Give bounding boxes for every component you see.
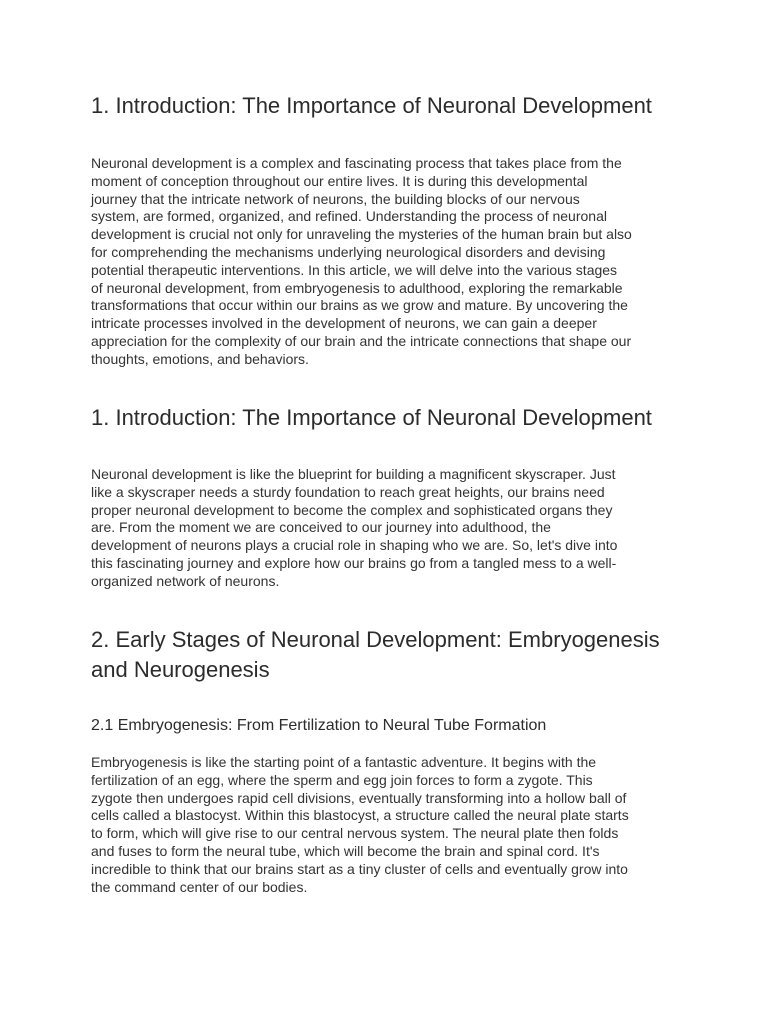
paragraph-line: potential therapeutic interventions. In this article, we will delve into the various stages: [91, 261, 618, 278]
paragraph-line: to form, which will give rise to our central nervous system. The neural plate then folds: [91, 825, 619, 842]
paragraph-line: journey that the intricate network of neurons, the building blocks of our nervous: [91, 190, 580, 207]
paragraph-introduction: [91, 155, 691, 369]
paragraph-line: the command center of our bodies.: [91, 878, 308, 895]
paragraph-line: Neuronal development is a complex and fascinating process that takes place from the: [91, 155, 622, 171]
paragraph-line: zygote then undergoes rapid cell divisions, eventually transforming into a hollow ball of: [91, 789, 627, 806]
paragraph-line: are. From the moment we are conceived to our journey into adulthood, the: [91, 519, 551, 536]
paragraph-line: and fuses to form the neural tube, which will become the brain and spinal cord. It's: [91, 842, 600, 859]
subheading-text: 2.1 Embryogenesis: From Fertilization to Neural Tube Formation: [91, 717, 547, 734]
heading-text: 1. Introduction: The Importance of Neuronal Development: [91, 405, 652, 430]
paragraph-line: for comprehending the mechanisms underlying neurological disorders and devising: [91, 243, 606, 260]
paragraph-line: like a skyscraper needs a sturdy foundation to reach great heights, our brains need: [91, 483, 605, 500]
section-heading-early-stages: [91, 625, 691, 685]
heading-text: and Neurogenesis: [91, 657, 270, 682]
subsection-heading-embryogenesis: [91, 715, 691, 737]
heading-text: 2. Early Stages of Neuronal Development: Embryogenesis: [91, 627, 660, 652]
section-heading-introduction: [91, 91, 691, 121]
paragraph-line: thoughts, emotions, and behaviors.: [91, 350, 309, 367]
paragraph-line: incredible to think that our brains start as a tiny cluster of cells and eventually grow into: [91, 860, 628, 877]
paragraph-line: moment of conception throughout our entire lives. It is during this developmental: [91, 172, 588, 189]
paragraph-embryogenesis: [91, 754, 691, 896]
paragraph-line: intricate processes involved in the development of neurons, we can gain a deeper: [91, 315, 597, 332]
paragraph-line: appreciation for the complexity of our brain and the intricate connections that shape our: [91, 332, 632, 349]
paragraph-line: organized network of neurons.: [91, 572, 280, 589]
section-heading-introduction-repeat: [91, 403, 691, 433]
paragraph-line: transformations that occur within our brains as we grow and mature. By uncovering the: [91, 297, 628, 314]
paragraph-line: this fascinating journey and explore how our brains go from a tangled mess to a well-: [91, 554, 617, 571]
paragraph-line: system, are formed, organized, and refined. Understanding the process of neuronal: [91, 208, 607, 225]
paragraph-line: proper neuronal development to become the complex and sophisticated organs they: [91, 501, 613, 518]
paragraph-line: Neuronal development is like the blueprint for building a magnificent skyscraper. Just: [91, 466, 616, 482]
paragraph-blueprint: [91, 466, 691, 591]
paragraph-line: Embryogenesis is like the starting point of a fantastic adventure. It begins with the: [91, 754, 597, 770]
heading-text: 1. Introduction: The Importance of Neuronal Development: [91, 93, 652, 118]
paragraph-line: of neuronal development, from embryogenesis to adulthood, exploring the remarkable: [91, 279, 623, 296]
paragraph-line: development of neurons plays a crucial role in shaping who we are. So, let's dive into: [91, 537, 618, 554]
paragraph-line: cells called a blastocyst. Within this blastocyst, a structure called the neural plate starts: [91, 807, 629, 824]
paragraph-line: fertilization of an egg, where the sperm and egg join forces to form a zygote. This: [91, 771, 593, 788]
paragraph-line: development is crucial not only for unraveling the mysteries of the human brain but also: [91, 226, 632, 243]
